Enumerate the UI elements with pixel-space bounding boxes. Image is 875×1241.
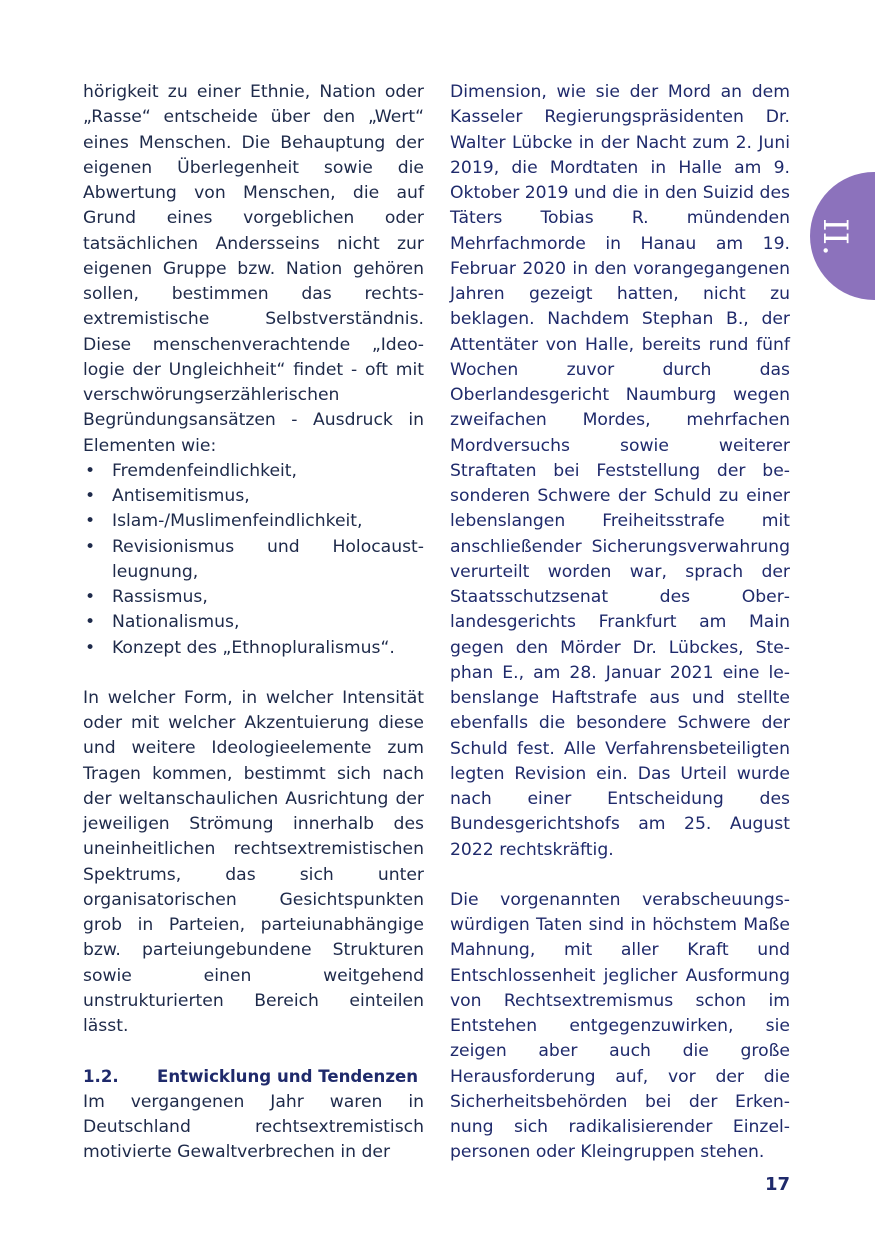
section-title: Entwicklung und Tendenzen <box>157 1067 419 1087</box>
right-paragraph-1: Dimension, wie sie der Mord an dem Kasseler Regierungspräsidenten Dr. Walter Lübcke in der Nacht zum 2. Juni 2019, die Mordtaten in Halle am 9. Oktober 2019 und die in den Suizid des Täters Tobias R. mündenden Mehrfachmorde in Hanau am 19. Februar 2020 in den vorangegangenen Jahren gezeigt hatten, nicht zu beklagen. Nachdem Stephan B., der Attentäter von Halle, bereits rund fünf Wochen zuvor durch das Oberlandesgericht Naumburg wegen zweifachen Mordes, mehrfachen Mordversuchs sowie weiterer Straftaten bei Feststellung der besonderen Schwere der Schuld zu einer lebenslangen Freiheitsstrafe mit anschließender Sicherungsverwahrung verurteilt worden war, sprach der Staatsschutzsenat des Oberlandesgerichts Frankfurt am Main gegen den Mörder Dr. Lübckes, Stephan E., am 28. Januar 2021 eine lebenslange Haftstrafe aus und stellte ebenfalls die besondere Schwere der Schuld fest. Alle Verfahrensbeteiligten legten Revision ein. Das Urteil wurde nach einer Entscheidung des Bundesgerichtshofs am 25. August 2022 rechtskräftig. <box>450 82 790 860</box>
list-item: • Revisionismus und Holocaustleugnung, <box>83 535 424 586</box>
page-number: 17 <box>764 1174 790 1195</box>
left-column <box>83 80 424 1165</box>
list-item: • Fremdenfeindlichkeit, <box>83 459 424 484</box>
right-paragraph-2: Die vorgenannten verabscheuungswürdigen Taten sind in höchstem Maße Mahnung, mit aller Kraft und Entschlossenheit jeglicher Ausformung von Rechtsextremismus schon im Entstehen entgegenzuwirken, sie zeigen aber auch die große Herausforderung auf, vor der die Sicherheitsbehörden bei der Erkennung sich radikalisierender Einzelpersonen oder Kleingruppen stehen. <box>450 889 790 1163</box>
list-item: • Konzept des „Ethnopluralismus“. <box>83 636 424 661</box>
list-item: • Rassismus, <box>83 585 424 610</box>
list-item: • Nationalismus, <box>83 610 424 635</box>
section-heading <box>83 1064 424 1089</box>
left-paragraph-1: hörigkeit zu einer Ethnie, Nation oder „Rasse“ entscheide über den „Wert“ eines Menschen. Die Behauptung der eigenen Überlegenheit sowie die Abwertung von Menschen, die auf Grund eines vorgeblichen oder tatsächlichen Andersseins nicht zur eigenen Gruppe bzw. Nation gehören sollen, bestimmen das rechtsextremistische Selbstverständnis. Diese menschenverachtende „Ideologie der Ungleichheit“ findet - oft mit verschwörungserzählerischen Begründungsansätzen - Ausdruck in Elementen wie: <box>83 82 424 456</box>
list-item: • Antisemitismus, <box>83 484 424 509</box>
ideology-element-list <box>83 459 424 661</box>
left-paragraph-3: Im vergangenen Jahr waren in Deutschland rechtsextremistisch motivierte Gewaltverbrechen in der <box>83 1091 424 1162</box>
right-column <box>450 80 790 1166</box>
list-item: • Islam-/Muslimenfeindlichkeit, <box>83 509 424 534</box>
chapter-tab-label: II. <box>815 218 855 256</box>
left-paragraph-2: In welcher Form, in welcher Intensität oder mit welcher Akzentuierung diese und weitere Ideologieelemente zum Tragen kommen, bestimmt sich nach der weltanschaulichen Ausrichtung der jeweiligen Strömung innerhalb des uneinheitlichen rechtsextremistischen Spektrums, das sich unter organisatorischen Gesichtspunkten grob in Parteien, parteiunabhängige bzw. parteiungebundene Strukturen sowie einen weitgehend unstrukturierten Bereich einteilen lässt. <box>83 687 424 1036</box>
section-number: 1.2. <box>83 1067 119 1087</box>
